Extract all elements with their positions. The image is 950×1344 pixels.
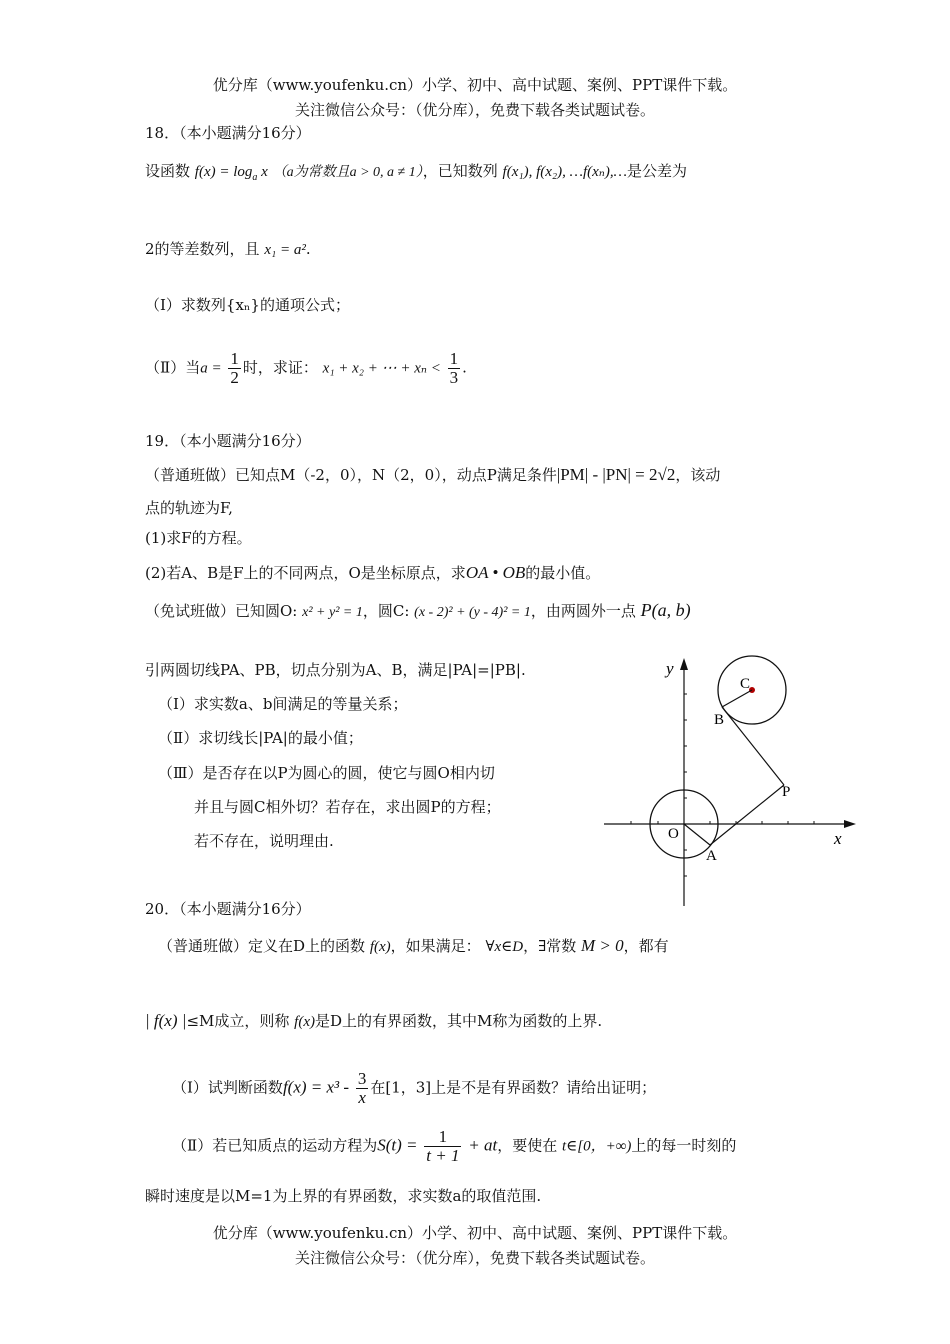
q20-p2-f: f(x) bbox=[294, 1014, 315, 1030]
q19-e-mid2: ，由两圆外一点 bbox=[530, 602, 636, 620]
q20-ii-post: 上的每一时刻的 bbox=[631, 1136, 737, 1155]
segment-oa bbox=[684, 824, 710, 845]
q20-i-frac-num: 3 bbox=[357, 1069, 367, 1088]
q18-intro-func bbox=[194, 164, 268, 183]
q19-p1-line2: 点的轨迹为F, bbox=[145, 499, 233, 517]
q18-title: 18．（本小题满分16分） bbox=[145, 124, 311, 142]
q19-e-circle-c: (x - 2)² + (y - 4)² = 1 bbox=[414, 605, 531, 620]
q18-intro-post: 是公差为 bbox=[626, 162, 687, 180]
q19-e-point: P(a, b) bbox=[640, 600, 691, 620]
q19-e-iii-3: 若不存在，说明理由. bbox=[194, 832, 334, 850]
q18-frac-half bbox=[228, 350, 241, 387]
segment-ap bbox=[710, 785, 784, 845]
q18-frac-half-den: 2 bbox=[230, 368, 239, 387]
q20-p1-M: M > 0 bbox=[581, 936, 624, 955]
point-b-label: B bbox=[714, 712, 725, 728]
header-line-1: 优分库（www.youfenku.cn）小学、初中、高中试题、案例、PPT课件下载。 bbox=[212, 76, 738, 94]
q18-frac-third bbox=[448, 350, 461, 387]
q18-intro-mid: ，已知数列 bbox=[422, 162, 498, 180]
q18-intro-seq: f(x₁), f(x₂), …f(xₙ),… bbox=[502, 164, 627, 180]
q20-p1-mid: ，如果满足： bbox=[390, 937, 481, 955]
q20-p1-mid2: ，∃常数 bbox=[523, 937, 577, 955]
q20-p1-f: f(x) bbox=[369, 939, 391, 955]
q20-p2 bbox=[145, 1010, 602, 1031]
q19-s2-pre: (2)若A、B是F上的不同两点，O是坐标原点，求 bbox=[145, 564, 466, 582]
q20-p2-pre: ≤M成立，则称 bbox=[186, 1012, 290, 1030]
x-axis-label: x bbox=[834, 829, 842, 848]
footer-line-1: 优分库（www.youfenku.cn）小学、初中、高中试题、案例、PPT课件下载。 bbox=[212, 1224, 738, 1242]
q18-frac-third-num: 1 bbox=[449, 349, 459, 368]
q20-i-pre: （Ⅰ）试判断函数 bbox=[172, 1078, 283, 1097]
q18-frac-half-num: 1 bbox=[230, 349, 239, 368]
q18-line2-math: x₁ = a² bbox=[264, 242, 306, 258]
point-p-label: P bbox=[782, 784, 791, 800]
q20-ii-pre: （Ⅱ）若已知质点的运动方程为 bbox=[172, 1136, 378, 1155]
q20-p1 bbox=[158, 935, 669, 956]
point-a-label: A bbox=[706, 848, 717, 864]
q19-e-ii: （Ⅱ）求切线长|PA|的最小值； bbox=[158, 729, 363, 747]
q18-func-sub: a bbox=[252, 172, 258, 183]
segment-pb bbox=[722, 707, 784, 785]
q19-exempt-intro bbox=[145, 600, 691, 621]
q18-part2-pre: （Ⅱ）当 bbox=[145, 358, 201, 377]
q18-func-tail: x bbox=[261, 164, 268, 180]
q19-s2-post: 的最小值。 bbox=[525, 564, 601, 582]
q19-e-mid: ，圆C: bbox=[362, 602, 410, 620]
origin-label: O bbox=[668, 826, 679, 842]
q18-func-text: f(x) = log bbox=[194, 164, 253, 180]
q20-ii-s: S(t) = bbox=[377, 1135, 418, 1155]
q20-p1-forall: ∀x∈D bbox=[485, 939, 524, 955]
q18-part2-post: . bbox=[462, 358, 467, 377]
q20-ii-at: + at bbox=[468, 1135, 498, 1155]
q18-part2 bbox=[145, 350, 467, 387]
q20-title: 20．（本小题满分16分） bbox=[145, 900, 311, 918]
q19-e-line2: 引两圆切线PA、PB，切点分别为A、B，满足|PA|=|PB|. bbox=[145, 661, 526, 679]
q19-e-iii-2: 并且与圆C相外切？若存在，求出圆P的方程； bbox=[194, 798, 501, 816]
q18-part1: （Ⅰ）求数列{xₙ}的通项公式； bbox=[145, 296, 350, 314]
q19-e-i: （Ⅰ）求实数a、b间满足的等量关系； bbox=[158, 695, 408, 713]
q18-part2-a: a = bbox=[200, 360, 222, 377]
q19-s1: (1)求F的方程。 bbox=[145, 529, 252, 547]
q20-i-func: f(x) = x³ - bbox=[282, 1077, 350, 1097]
y-axis-label: y bbox=[666, 659, 674, 678]
q18-intro-pre: 设函数 bbox=[145, 162, 191, 180]
q20-ii bbox=[172, 1128, 736, 1165]
footer-line-2: 关注微信公众号：（优分库），免费下载各类试题试卷。 bbox=[294, 1249, 655, 1267]
q20-ii-frac bbox=[424, 1128, 461, 1165]
q18-part2-mid: 时，求证： bbox=[242, 358, 318, 377]
q18-part2-sum: x₁ + x₂ + ⋯ + xₙ < bbox=[322, 360, 441, 377]
q20-i-post: 在[1，3]上是不是有界函数？请给出证明； bbox=[370, 1078, 657, 1097]
q20-i-frac-den: x bbox=[358, 1088, 366, 1107]
q20-ii-t: t∈[0，+∞) bbox=[562, 1138, 632, 1155]
q18-frac-third-den: 3 bbox=[449, 368, 459, 387]
q18-line2-pre: 2的等差数列，且 bbox=[145, 240, 260, 258]
q20-p1-post: ，都有 bbox=[623, 937, 669, 955]
header-line-2: 关注微信公众号：（优分库），免费下载各类试题试卷。 bbox=[294, 101, 655, 119]
q20-i bbox=[172, 1070, 656, 1107]
q19-p1-post: ，该动 bbox=[675, 466, 721, 484]
q19-p1 bbox=[145, 464, 720, 485]
segment-bc bbox=[722, 690, 752, 707]
q20-ii-line2: 瞬时速度是以M=1为上界的有界函数，求实数a的取值范围. bbox=[145, 1187, 542, 1205]
coordinate-figure bbox=[598, 652, 860, 910]
x-axis-arrow bbox=[844, 820, 856, 828]
point-c-label: C bbox=[740, 676, 751, 692]
q20-p2-post: 是D上的有界函数，其中M称为函数的上界. bbox=[314, 1012, 603, 1030]
q19-e-iii-1: （Ⅲ）是否存在以P为圆心的圆，使它与圆O相内切 bbox=[158, 764, 495, 782]
q19-s2-math: OA • OB bbox=[465, 563, 526, 582]
q20-ii-mid: ，要使在 bbox=[497, 1136, 558, 1155]
y-axis-arrow bbox=[680, 658, 688, 670]
q19-p1-pre: （普通班做）已知点M（-2，0），N（2，0），动点P满足条件 bbox=[145, 466, 557, 484]
q19-e-pre: （免试班做）已知圆O: bbox=[145, 602, 298, 620]
q20-i-frac bbox=[356, 1070, 369, 1107]
q20-p1-pre: （普通班做）定义在D上的函数 bbox=[158, 937, 366, 955]
q20-ii-frac-num: 1 bbox=[424, 1128, 461, 1147]
q18-line2-post: . bbox=[305, 240, 311, 258]
q18-line2 bbox=[145, 238, 311, 259]
q19-s2 bbox=[145, 562, 600, 583]
q18-intro bbox=[145, 160, 687, 183]
q19-title: 19．（本小题满分16分） bbox=[145, 432, 311, 450]
q20-ii-frac-den: t + 1 bbox=[426, 1146, 460, 1165]
q20-p2-abs: | f(x) | bbox=[145, 1011, 187, 1030]
q19-p1-math: |PM| - |PN| = 2√2 bbox=[556, 465, 676, 484]
q18-intro-cond: （a为常数且a > 0, a ≠ 1） bbox=[272, 165, 423, 180]
q19-e-circle-o: x² + y² = 1 bbox=[302, 605, 363, 620]
